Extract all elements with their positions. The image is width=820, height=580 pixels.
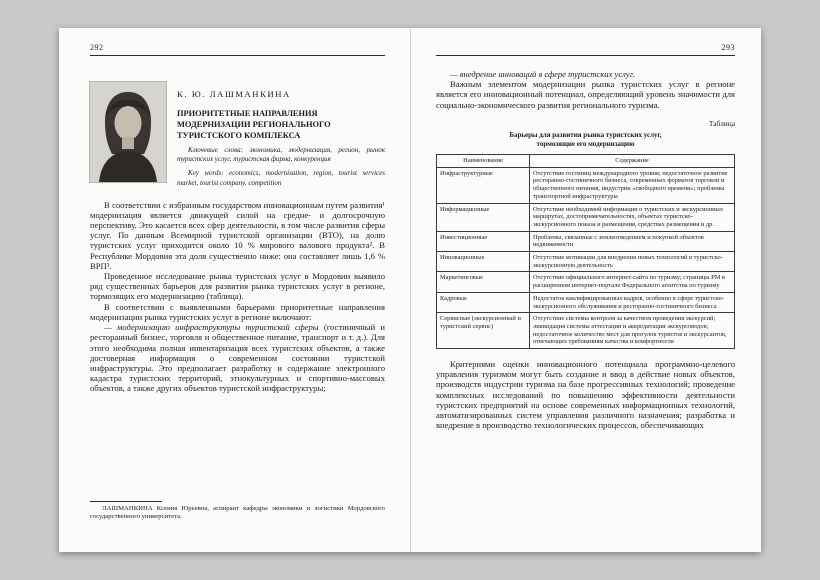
- barrier-name-cell: Сервисные (экскурсионный и туристский сервис): [437, 313, 530, 349]
- column-header-name: Наименование: [437, 155, 530, 168]
- list-item-lead: — модернизацию инфраструктуры туристской сферы: [104, 322, 319, 333]
- column-header-content: Содержание: [530, 155, 735, 168]
- page-header-left: [90, 43, 385, 56]
- barrier-content-cell: Отсутствие системы контроля за качеством проведения экскурсий; ликвидация системы аттестации и аккредитации экскурсоводов; недостаточное количество мест для прогулок туристов и экскурсантов, отвечающих требованиям качества и комфортности: [530, 313, 735, 349]
- author-info: [177, 82, 385, 188]
- paper-title: ПРИОРИТЕТНЫЕ НАПРАВЛЕНИЯ МОДЕРНИЗАЦИИ РЕГИОНАЛЬНОГО ТУРИСТСКОГО КОМПЛЕКСА: [177, 109, 331, 141]
- page-left: [59, 28, 410, 552]
- table-row: [437, 313, 735, 349]
- barrier-name-cell: Кадровые: [437, 292, 530, 312]
- footnote-rule: [90, 501, 162, 502]
- barrier-content-cell: Отсутствие необходимой информации о туристских и экскурсионных маршрутах, достопримечательностях, объектах туристско-экскурсионного показа и размещения, средствах размещения и др.: [530, 203, 735, 231]
- table-header-row: [437, 155, 735, 168]
- paragraph: Важным элементом модернизации рынка туристских услуг в регионе является его инновационный потенциал, определяющий уровень значимости для социально-экономического развития регионального туризма.: [436, 79, 735, 110]
- barrier-name-cell: Маркетинговые: [437, 272, 530, 292]
- journal-spread: [59, 28, 761, 552]
- paragraph: Проведенное исследование рынка туристских услуг в Мордовии выявило ряд существенных барьеров для развития рынка туристских услуг в регионе, тормозящих его модернизацию (таблица).: [90, 271, 385, 302]
- page-header-right: [436, 43, 735, 56]
- footnote-block: [90, 501, 385, 522]
- keywords-english: Key words: economics, modernisation, region, tourist services market, tourist company, competition: [177, 169, 385, 187]
- paragraph: В соответствии с избранным государством инновационным путем развития¹ модернизация является движущей силой на средне- и долгосрочную перспективу. Это касается всех сфер деятельности, в том числе развития сферы услуг. По данным Всемирной туристской организации (ВТО), на долю туристских услуг приходится около 10 % мирового валового продукта². В Республике Мордовия эта доля существенно ниже: она составляет лишь 1,6 % ВРП³.: [90, 199, 385, 271]
- list-item-continuation: — внедрение инноваций в сфере туристских услуг.: [450, 69, 636, 79]
- page-number: 293: [721, 43, 735, 52]
- barrier-name-cell: Инновационные: [437, 252, 530, 272]
- article-body-right-top: [436, 69, 735, 110]
- article-body-right-bottom: [436, 359, 735, 430]
- barrier-content-cell: Отсутствие официального интернет-сайта по туризму; страницы РМ в расширенном интернет-портале Федерального агентства по туризму: [530, 272, 735, 292]
- barrier-name-cell: Инвестиционные: [437, 231, 530, 251]
- barriers-table: [436, 154, 735, 349]
- barrier-name-cell: Информационные: [437, 203, 530, 231]
- table-title-line1: Барьеры для развития рынка туристских услуг,: [509, 130, 662, 139]
- barrier-content-cell: Недостаток квалифицированных кадров, особенно в сфере туристско-экскурсионного обслуживания и ресторанно-гостиничного бизнеса: [530, 292, 735, 312]
- article-body-left: [90, 200, 385, 394]
- portrait-image: [90, 82, 166, 182]
- paragraph: [90, 322, 385, 393]
- table-row: [437, 292, 735, 312]
- table-title: [436, 131, 735, 149]
- table-row: [437, 272, 735, 292]
- author-name: К. Ю. ЛАШМАНКИНА: [177, 89, 291, 99]
- page-number: 292: [90, 43, 104, 52]
- barrier-name-cell: Инфраструктурные: [437, 167, 530, 203]
- paragraph: Критериями оценки инновационного потенциала программно-целевого управления туризмом могут быть создание и ввод в действие новых объектов, производств индустрии туризма на базе прогрессивных технологий; проведение комплексных исследований по повышению эффективности деятельности туристских предприятий на основе современных информационных технологий, автоматизированных систем управления различного назначения; разработка и внедрение в производство технологических процессов, обеспечивающих: [436, 359, 735, 431]
- table-row: [437, 167, 735, 203]
- author-block: [90, 82, 385, 188]
- list-item-rest: (гостиничный и ресторанный бизнес, торговля и общественное питание, транспорт и т. д.). Для этого необходима полная инвентаризация всех туристских объектов, а также достоверная информация о современном состоянии туристской инфраструктуры. Это предполагает разработку и содержание электронного кадастра туристских территорий, этнокультурных и спортивно-массовых объектов, а также других объектов туристской инфраструктуры;: [90, 322, 385, 394]
- author-bio-footnote: ЛАШМАНКИНА Ксения Юрьевна, аспирант кафедры экономики и логистики Мордовского государственного университета.: [90, 504, 385, 521]
- table-row: [437, 231, 735, 251]
- barrier-content-cell: Отсутствие мотивации для внедрения новых технологий в туристско-экскурсионную деятельность: [530, 252, 735, 272]
- barrier-content-cell: Проблемы, связанные с землеотведением и покупкой объектов недвижимости: [530, 231, 735, 251]
- table-row: [437, 252, 735, 272]
- keywords-russian: Ключевые слова: экономика, модернизация, регион, рынок туристских услуг, туристская фирма, конкуренция: [177, 146, 385, 164]
- paragraph: В соответствии с выявленными барьерами приоритетные направления модернизации рынка туристских услуг в регионе включают:: [90, 301, 385, 322]
- author-photo: [90, 82, 166, 182]
- page-right: [410, 28, 761, 552]
- table-title-line2: тормозящие его модернизацию: [536, 139, 635, 148]
- barrier-content-cell: Отсутствие гостиниц международного уровня; недостаточное развитие ресторанно-гостиничного бизнеса, современных форматов торговли и общественного питания, индустрии «свободного времени»; проблемы транспортной инфраструктуры: [530, 167, 735, 203]
- table-row: [437, 203, 735, 231]
- table-label: Таблица: [708, 118, 735, 128]
